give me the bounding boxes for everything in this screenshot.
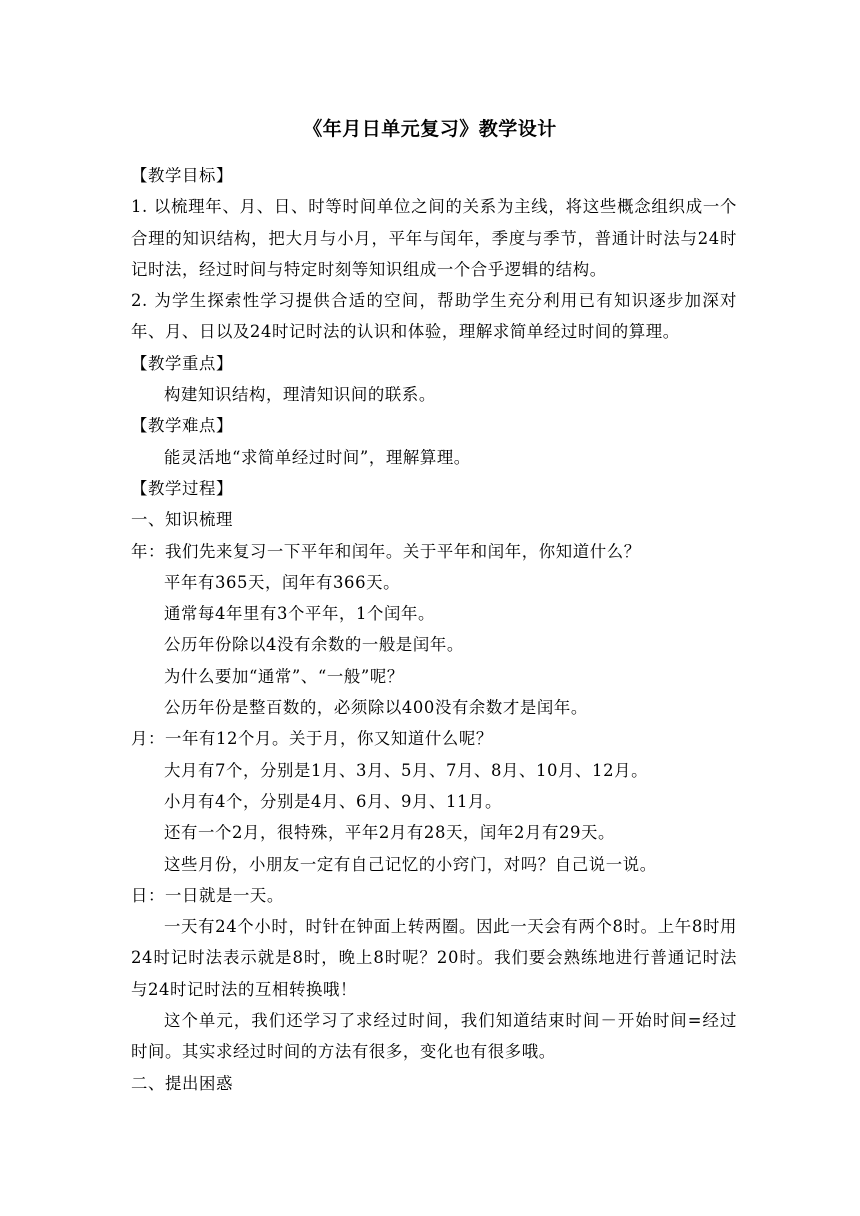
key-points-heading: 【教学重点】: [131, 353, 233, 373]
difficulties-text: 能灵活地“求简单经过时间”，理解算理。: [164, 447, 471, 467]
year-line-3: 公历年份除以4没有余数的一般是闰年。: [164, 635, 464, 655]
day-intro: 日：一日就是一天。: [131, 885, 284, 905]
part2-heading: 二、提出困惑: [131, 1073, 233, 1093]
year-line-2: 通常每4年里有3个平年，1个闰年。: [164, 604, 435, 624]
objective-1: 1. 以梳理年、月、日、时等时间单位之间的关系为主线，将这些概念组织成一个合理的知识结构，把大月与小月，平年与闰年，季度与季节，普通计时法与24时记时法，经过时间与特定时刻等知识组成一个合乎逻辑的结构。: [131, 197, 737, 279]
year-intro: 年：我们先来复习一下平年和闰年。关于平年和闰年，你知道什么？: [131, 541, 641, 561]
month-line-4: 这些月份，小朋友一定有自己记忆的小窍门，对吗？自己说一说。: [164, 854, 657, 874]
document-body: [131, 160, 737, 1099]
day-paragraph-1: 一天有24个小时，时针在钟面上转两圈。因此一天会有两个8时。上午8时用24时记时法表示就是8时，晚上8时呢？20时。我们要会熟练地进行普通记时法与24时记时法的互相转换哦！: [131, 917, 737, 999]
day-paragraph-2: 这个单元，我们还学习了求经过时间，我们知道结束时间－开始时间=经过时间。其实求经过时间的方法有很多，变化也有很多哦。: [131, 1011, 738, 1062]
month-line-1: 大月有7个，分别是1月、3月、5月、7月、8月、10月、12月。: [164, 760, 649, 780]
difficulties-heading: 【教学难点】: [131, 416, 233, 436]
month-line-3: 还有一个2月，很特殊，平年2月有28天，闰年2月有29天。: [164, 823, 615, 843]
year-line-4: 为什么要加“通常”、“一般”呢？: [164, 666, 404, 686]
month-line-2: 小月有4个，分别是4月、6月、9月、11月。: [164, 791, 503, 811]
key-points-text: 构建知识结构，理清知识间的联系。: [164, 385, 436, 405]
year-line-5: 公历年份是整百数的，必须除以400没有余数才是闰年。: [164, 698, 588, 718]
month-intro: 月：一年有12个月。关于月，你又知道什么呢？: [131, 729, 493, 749]
year-line-1: 平年有365天，闰年有366天。: [164, 572, 401, 592]
document-title: 《年月日单元复习》教学设计: [303, 118, 557, 140]
process-heading: 【教学过程】: [131, 478, 233, 498]
part1-heading: 一、知识梳理: [131, 510, 233, 530]
objective-2: 2. 为学生探索性学习提供合适的空间，帮助学生充分利用已有知识逐步加深对年、月、日以及24时记时法的认识和体验，理解求简单经过时间的算理。: [131, 291, 737, 342]
objectives-heading: 【教学目标】: [131, 166, 233, 185]
